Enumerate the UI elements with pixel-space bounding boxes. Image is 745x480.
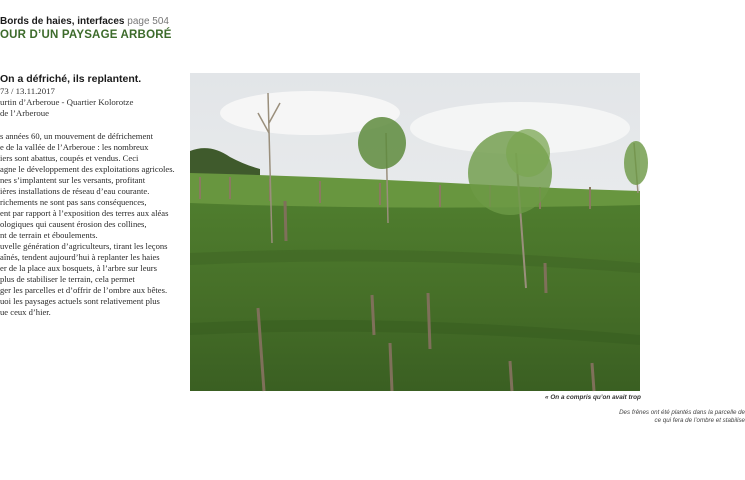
body-line: ières installations de réseau d’eau courante. (0, 186, 150, 196)
article-meta (0, 86, 133, 119)
landscape-photo (190, 73, 640, 391)
body-line: ologiques qui causent érosion des collines, (0, 219, 147, 229)
section-name: Bords de haies, interfaces (0, 16, 125, 27)
body-line: s années 60, un mouvement de défrichement (0, 131, 153, 141)
body-line: ent par rapport à l’exposition des terres aux aléas (0, 208, 169, 218)
article-body (0, 131, 175, 318)
body-line: e de la vallée de l’Arberoue : les nombreux (0, 142, 149, 152)
body-line: nt de terrain et éboulements. (0, 230, 98, 240)
body-line: agne le développement des exploitations agricoles. (0, 164, 175, 174)
body-line: ger les parcelles et d’offrir de l’ombre aux bêtes. (0, 285, 168, 295)
body-line: richements ne sont pas sans conséquences, (0, 197, 147, 207)
body-line: uoi les paysages actuels sont relativement plus (0, 296, 160, 306)
page-number: page 504 (127, 16, 169, 27)
caption-line: ce qui fera de l’ombre et stabilise (654, 417, 745, 424)
body-line: aînés, tendent aujourd’hui à replanter les haies (0, 252, 160, 262)
caption-line: Des frênes ont été plantés dans la parcelle de (619, 409, 745, 416)
chapter-title: OUR D’UN PAYSAGE ARBORÉ (0, 29, 172, 41)
page-header (0, 16, 169, 27)
body-line: er de la place aux bosquets, à l’arbre sur leurs (0, 263, 158, 273)
landscape-illustration (190, 73, 640, 391)
body-line: uvelle génération d’agriculteurs, tirant les leçons (0, 241, 168, 251)
meta-valley: de l’Arberoue (0, 108, 50, 118)
body-line: ue ceux d’hier. (0, 307, 51, 317)
meta-location: urtin d’Arberoue - Quartier Kolorotze (0, 97, 134, 107)
main-field (190, 203, 640, 391)
article-title: On a défriché, ils replantent. (0, 73, 142, 85)
photo-caption (505, 409, 745, 425)
body-line: iers sont abattus, coupés et vendus. Ceci (0, 153, 139, 163)
meta-date: 73 / 13.11.2017 (0, 86, 55, 96)
photo-caption-quote: « On a compris qu’on avait trop (545, 394, 641, 401)
body-line: plus de stabiliser le terrain, cela permet (0, 274, 135, 284)
body-line: nes s’implantent sur les versants, profitant (0, 175, 146, 185)
